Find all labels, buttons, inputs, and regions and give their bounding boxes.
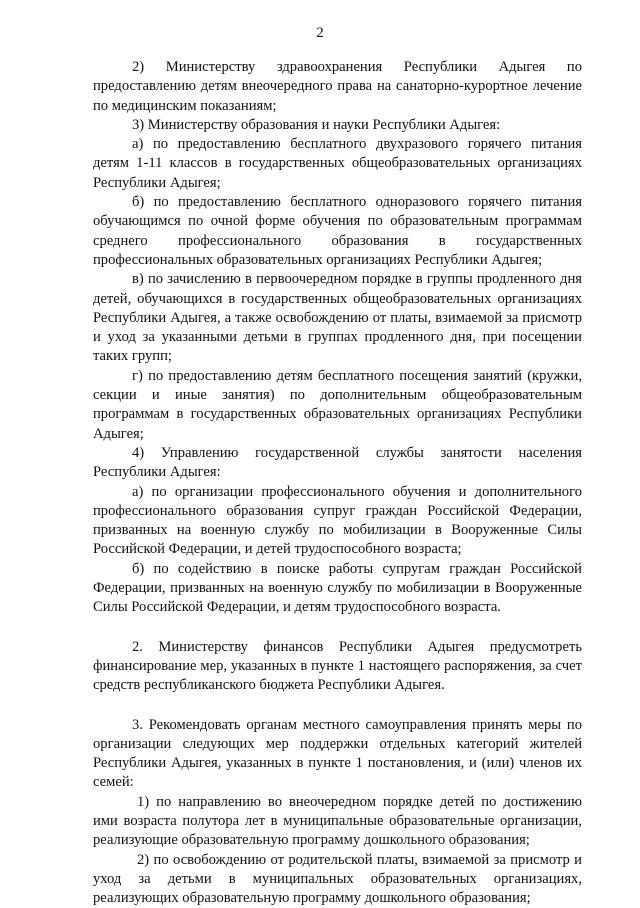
paragraph-edu-item-b: б) по предоставлению бесплатного одноразового горячего питания обучающимся по очной форме обучения по образовательным программам среднего профессионального образования в государственных профессиональных образовательных организациях Республики Адыгея; bbox=[93, 194, 582, 268]
paragraph-edu-item-v: в) по зачислению в первоочередном порядке в группы продленного дня детей, обучающихся в государственных общеобразовательных организациях Республики Адыгея, а также освобождению от платы, взимаемой за присмотр и уход за указанными детьми в группах продленного дня, при посещении таких групп; bbox=[93, 271, 582, 365]
paragraph-local-item-2: 2) по освобождению от родительской платы, взимаемой за присмотр и уход за детьми в муниципальных образовательных организациях, реализующих образовательную программу дошкольного образования; bbox=[93, 851, 582, 907]
page-number: 2 bbox=[316, 25, 324, 41]
paragraph-employment-item-a: а) по организации профессионального обучения и дополнительного профессионального образования супруг граждан Российской Федерации, призванных на военную службу по мобилизации в Вооруженные Силы Российской Федерации, и детей трудоспособного возраста; bbox=[93, 483, 582, 558]
paragraph-finance-ministry: 2. Министерству финансов Республики Адыгея предусмотреть финансирование мер, указанных в пункте 1 настоящего распоряжения, за счет средств республиканского бюджета Республики Адыгея. bbox=[93, 638, 582, 694]
document-body bbox=[93, 58, 582, 908]
paragraph-local-government: 3. Рекомендовать органам местного самоуправления принять меры по организации следующих мер поддержки отдельных категорий жителей Республики Адыгея, указанных в пункте 1 постановления, и (или) членов их семей: bbox=[93, 716, 582, 791]
paragraph-employment-item-b: б) по содействию в поиске работы супругам граждан Российской Федерации, призванных на военную службу по мобилизации в Вооруженные Силы Российской Федерации, и детям трудоспособного возраста. bbox=[93, 560, 582, 616]
paragraph-local-item-1: 1) по направлению во внеочередном порядке детей по достижению ими возраста полутора лет в муниципальные образовательные организации, реализующие образовательную программу дошкольного образования; bbox=[93, 793, 582, 849]
paragraph-employment-service: 4) Управлению государственной службы занятости населения Республики Адыгея: bbox=[93, 444, 582, 481]
paragraph-edu-item-a: а) по предоставлению бесплатного двухразового горячего питания детям 1-11 классов в государственных общеобразовательных организациях Республики Адыгея; bbox=[93, 136, 582, 191]
paragraph-education-ministry: 3) Министерству образования и науки Республики Адыгея: bbox=[132, 116, 501, 133]
paragraph-edu-item-g: г) по предоставлению детям бесплатного посещения занятий (кружки, секции и иные занятия) по дополнительным общеобразовательным программам в государственных образовательных организациях Республики Адыгея; bbox=[93, 367, 582, 442]
paragraph-health-ministry: 2) Министерству здравоохранения Республики Адыгея по предоставлению детям внеочередного права на санаторно-курортное лечение по медицинским показаниям; bbox=[93, 59, 582, 114]
